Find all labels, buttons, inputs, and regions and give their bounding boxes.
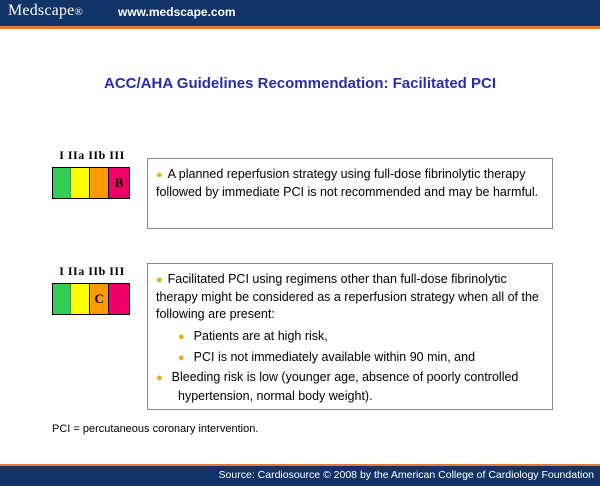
footer-source-text: Source: Cardiosource © 2008 by the American College of Cardiology Foundation <box>218 469 594 481</box>
header-bar <box>0 0 600 26</box>
class-segment-iii-1: B <box>109 168 129 198</box>
class-bar-2 <box>52 283 130 315</box>
recommendation-bullet-2 <box>156 271 543 323</box>
sub-bullet-item-3 <box>156 368 543 405</box>
registered-trademark-icon: ® <box>74 6 84 18</box>
recommendation-box-2 <box>147 263 553 410</box>
class-segment-iib-1 <box>90 168 109 198</box>
sub-bullet-item-1 <box>156 326 543 347</box>
bullet-dot-icon: ● <box>156 274 163 286</box>
class-labels-1: I IIa IIb III <box>59 148 125 162</box>
recommendation-text-1: A planned reperfusion strategy using full-dose fibrinolytic therapy followed by immediate PCI is not recommended and may be harmful. <box>156 167 539 199</box>
bullet-dot-icon: ● <box>156 372 163 384</box>
brand-name: Medscape <box>8 2 75 19</box>
site-url: www.medscape.com <box>118 5 236 19</box>
sub-bullet-item-2 <box>156 347 543 368</box>
class-indicator-1 <box>52 148 132 199</box>
bullet-dot-icon: ● <box>178 331 185 343</box>
sub-bullet-text-3: Bleeding risk is low (younger age, absence of poorly controlled hypertension, normal body weight). <box>171 370 519 403</box>
class-labels-2: I IIa IIb III <box>59 264 125 278</box>
footnote: PCI = percutaneous coronary intervention. <box>52 423 259 435</box>
class-segment-iib-2: C <box>90 284 109 314</box>
header-accent-rule <box>0 26 600 29</box>
sub-bullet-text-2: PCI is not immediately available within 90 min, and <box>193 350 476 364</box>
class-segment-i-2 <box>53 284 71 314</box>
sub-bullet-text-1: Patients are at high risk, <box>193 329 328 343</box>
class-bar-1 <box>52 167 130 199</box>
bullet-dot-icon: ● <box>178 352 185 364</box>
bullet-dot-icon: ● <box>156 169 163 181</box>
sub-bullet-list <box>156 326 543 405</box>
recommendation-box-1 <box>147 158 553 229</box>
class-segment-iia-2 <box>71 284 90 314</box>
class-segment-i-1 <box>53 168 71 198</box>
page-title: ACC/AHA Guidelines Recommendation: Facilitated PCI <box>104 75 496 92</box>
recommendation-text-2: Facilitated PCI using regimens other than full-dose fibrinolytic therapy might be considered as a reperfusion strategy when all of the following are present: <box>156 272 539 321</box>
class-segment-iii-2 <box>109 284 129 314</box>
class-segment-iia-1 <box>71 168 90 198</box>
medscape-logo <box>8 2 83 20</box>
class-indicator-2 <box>52 264 132 315</box>
recommendation-bullet-1 <box>156 166 543 201</box>
